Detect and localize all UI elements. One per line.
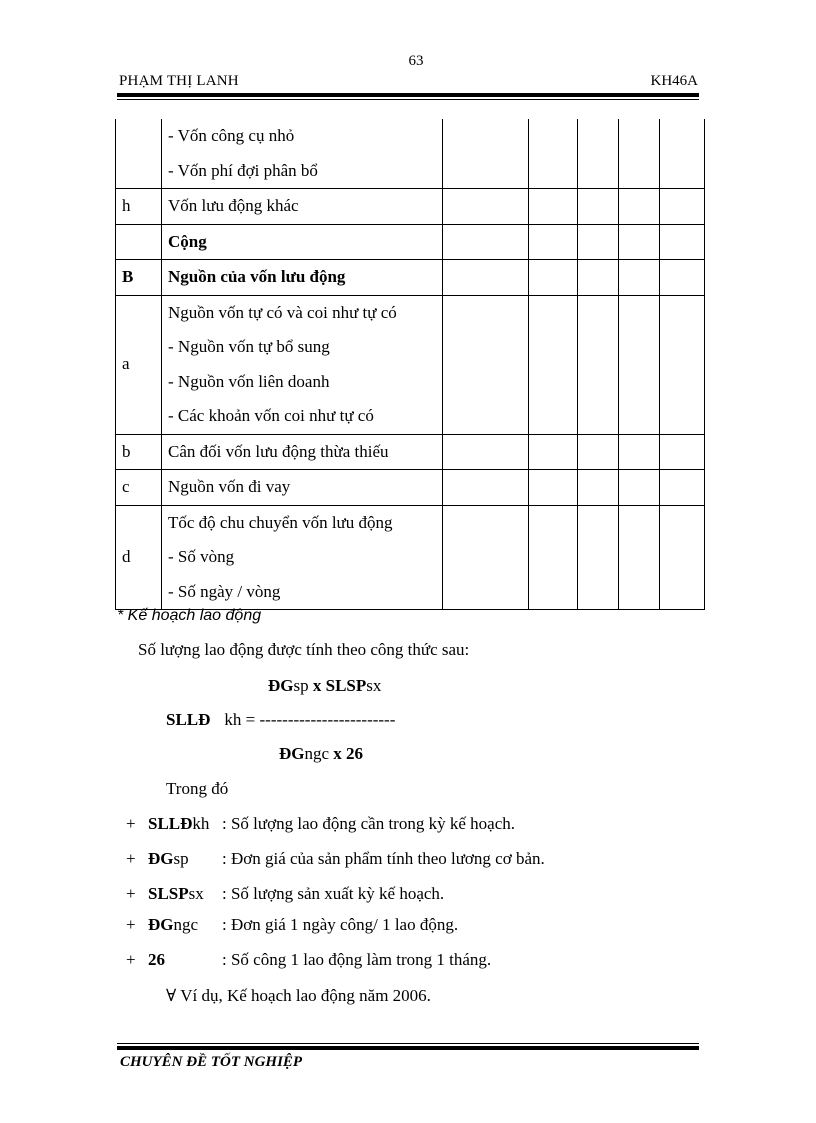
value-cell [578,505,619,610]
row-line: Nguồn vốn tự có và coi như tự có [168,302,397,322]
value-cell [660,470,705,506]
author-name: PHẠM THỊ LANH [119,73,239,89]
value-cell [578,119,619,189]
row-line: - Số vòng [168,547,235,566]
row-code: d [116,505,162,610]
definition-item [126,950,491,970]
row-code: b [116,434,162,470]
value-cell [443,224,529,260]
footer-rule-thin [117,1043,699,1044]
row-content [162,224,443,260]
definition-desc: : Đơn giá 1 ngày công/ 1 lao động. [222,915,459,934]
definition-desc: : Số lượng sản xuất kỳ kế hoạch. [222,884,445,903]
row-code: h [116,189,162,225]
row-line: - Các khoản vốn coi như tự có [168,406,374,425]
capital-table [115,119,705,610]
value-cell [443,470,529,506]
value-cell [660,224,705,260]
value-cell [529,224,578,260]
value-cell [443,295,529,434]
value-cell [443,434,529,470]
table-row [116,260,705,296]
value-cell [529,119,578,189]
where-text: Trong đó [166,779,229,798]
value-cell [660,295,705,434]
row-line: Nguồn vốn đi vay [168,477,291,496]
intro-text: Số lượng lao động được tính theo công thức sau: [138,640,470,659]
definition-term: ĐGngc [148,915,199,934]
row-line: - Nguồn vốn tự bổ sung [168,337,330,356]
value-cell [529,295,578,434]
row-line: Vốn lưu động khác [168,196,299,215]
row-code: a [116,295,162,434]
plus-mark: + [126,950,136,969]
definition-item [126,814,515,834]
definition-term: ĐGsp [148,849,189,868]
value-cell [529,260,578,296]
value-cell [578,434,619,470]
row-content [162,119,443,189]
value-cell [443,260,529,296]
footer-title: CHUYÊN ĐỀ TỐT NGHIỆP [120,1054,303,1070]
class-code: KH46A [650,73,698,89]
definition-desc: : Số công 1 lao động làm trong 1 tháng. [222,950,492,969]
value-cell [529,189,578,225]
formula-denominator: ĐGngc x 26 [279,744,364,763]
row-line: Tốc độ chu chuyển vốn lưu động [168,512,393,532]
page-number: 63 [408,53,424,69]
value-cell [443,505,529,610]
row-line: - Số ngày / vòng [168,581,281,601]
value-cell [578,224,619,260]
value-cell [619,295,660,434]
row-content [162,260,443,296]
plus-mark: + [126,884,136,903]
header-rule-thin [117,99,699,100]
value-cell [443,119,529,189]
example-line: ∀ Ví dụ, Kế hoạch lao động năm 2006. [166,986,431,1005]
value-cell [619,189,660,225]
row-content [162,189,443,225]
table-row [116,189,705,225]
row-line: Cân đối vốn lưu động thừa thiếu [168,441,389,461]
row-line: Cộng [168,231,207,251]
value-cell [660,119,705,189]
table-row [116,224,705,260]
table-row [116,434,705,470]
definition-item [126,849,545,869]
value-cell [619,224,660,260]
value-cell [619,119,660,189]
table-row [116,119,705,189]
formula-lhs: SLLĐ kh = ------------------------ [166,710,396,729]
value-cell [443,189,529,225]
plus-mark: + [126,849,136,868]
value-cell [660,260,705,296]
row-code: B [116,260,162,296]
definition-item [126,915,458,935]
table-row [116,295,705,434]
row-content [162,295,443,434]
value-cell [660,434,705,470]
header-rule-thick [117,93,699,97]
value-cell [529,470,578,506]
plus-mark: + [126,814,136,833]
row-line: - Vốn công cụ nhỏ [168,126,295,145]
definition-term: SLSPsx [148,884,204,903]
row-code [116,119,162,189]
section-title: * Kế hoạch lao động [117,607,262,624]
row-content [162,505,443,610]
value-cell [660,505,705,610]
value-cell [619,260,660,296]
value-cell [619,505,660,610]
definition-term: SLLĐkh [148,814,210,833]
formula-numerator: ĐGsp x SLSPsx [268,676,382,695]
row-content [162,470,443,506]
row-line: - Vốn phí đợi phân bổ [168,160,318,180]
value-cell [578,295,619,434]
value-cell [578,260,619,296]
forall-mark: ∀ [166,986,177,1005]
value-cell [619,470,660,506]
definition-term: 26 [148,950,165,969]
row-line: Nguồn của vốn lưu động [168,267,346,286]
value-cell [578,189,619,225]
value-cell [529,505,578,610]
value-cell [529,434,578,470]
row-code [116,224,162,260]
value-cell [619,434,660,470]
definition-desc: : Đơn giá của sản phẩm tính theo lương cơ bản. [222,849,545,868]
row-line: - Nguồn vốn liên doanh [168,371,330,391]
definition-item [126,884,444,904]
row-code: c [116,470,162,506]
row-content [162,434,443,470]
footer-rule-thick [117,1046,699,1050]
definition-desc: : Số lượng lao động cần trong kỳ kế hoạch. [222,814,515,833]
value-cell [578,470,619,506]
table-row [116,505,705,610]
value-cell [660,189,705,225]
plus-mark: + [126,915,136,934]
table-row [116,470,705,506]
